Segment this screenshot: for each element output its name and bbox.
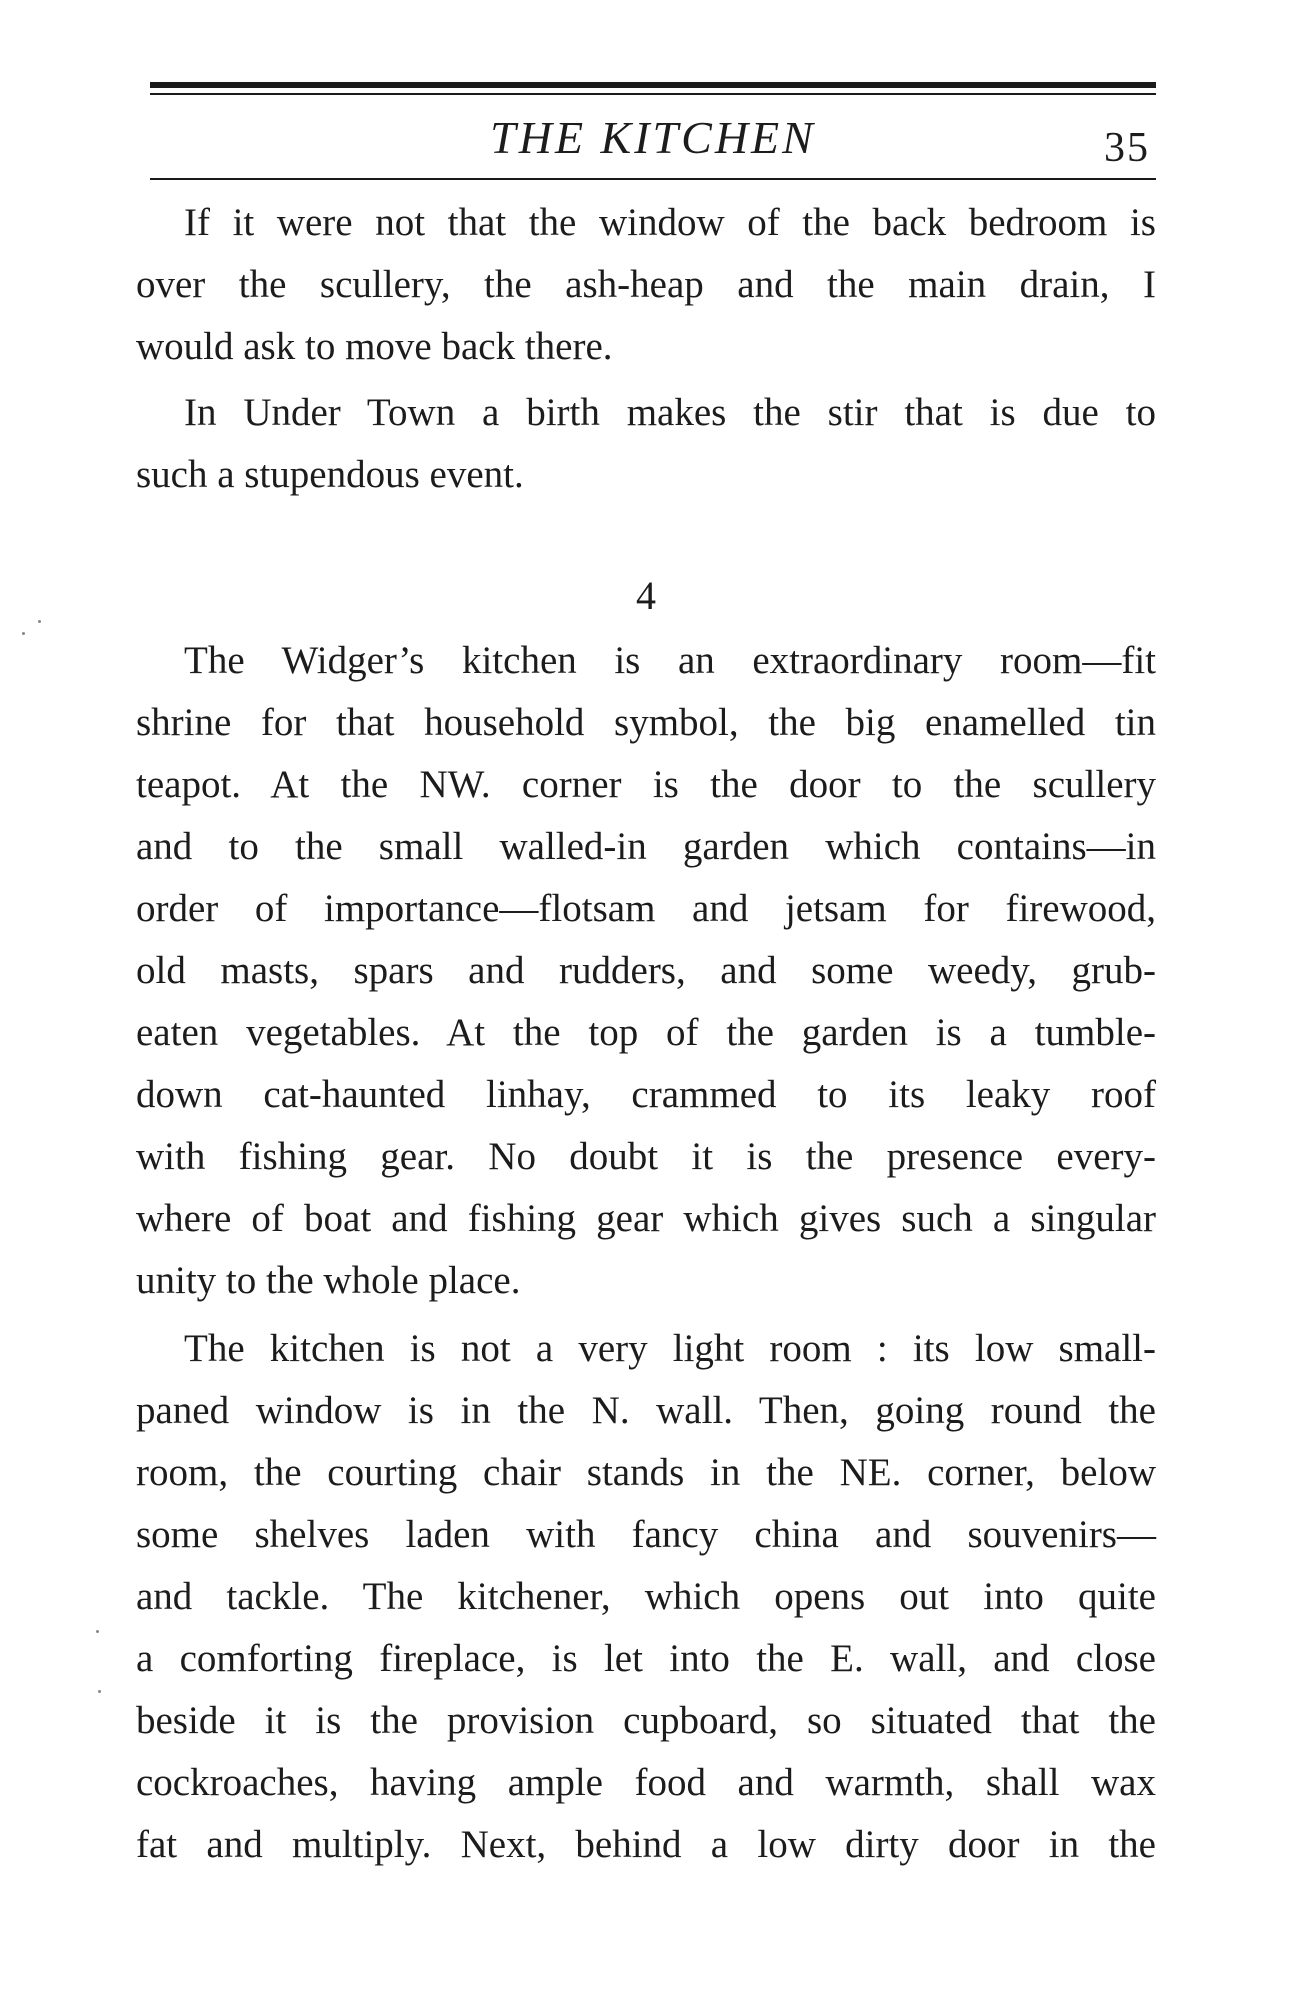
header-rule-thin xyxy=(150,93,1156,95)
running-title: THE KITCHEN xyxy=(490,112,816,163)
text-line: order of importance—flotsam and jetsam for firewood, xyxy=(136,887,1156,930)
text-line: The kitchen is not a very light room : its low small- xyxy=(184,1327,1156,1370)
paragraph-1 xyxy=(136,192,1156,378)
scan-speck xyxy=(22,632,25,635)
text-line: some shelves laden with fancy china and souvenirs— xyxy=(136,1513,1156,1556)
paragraph-3 xyxy=(136,630,1156,1312)
text-line: over the scullery, the ash-heap and the main drain, I xyxy=(136,263,1156,306)
text-line: paned window is in the N. wall. Then, going round the xyxy=(136,1389,1156,1432)
page-number: 35 xyxy=(1104,125,1150,171)
text-line: down cat-haunted linhay, crammed to its leaky roof xyxy=(136,1073,1156,1116)
text-line: where of boat and fishing gear which gives such a singular xyxy=(136,1197,1156,1240)
text-line: a comforting fireplace, is let into the E. wall, and close xyxy=(136,1637,1156,1680)
scan-speck xyxy=(38,620,41,623)
text-line: and to the small walled-in garden which contains—in xyxy=(136,825,1156,868)
text-line: If it were not that the window of the back bedroom is xyxy=(184,201,1156,244)
paragraph-2 xyxy=(136,382,1156,506)
text-line: unity to the whole place. xyxy=(136,1259,521,1302)
text-line: teapot. At the NW. corner is the door to the scullery xyxy=(136,763,1156,806)
running-head xyxy=(150,108,1156,171)
text-line: shrine for that household symbol, the big enamelled tin xyxy=(136,701,1156,744)
text-line: would ask to move back there. xyxy=(136,325,613,368)
text-line: cockroaches, having ample food and warmth, shall wax xyxy=(136,1761,1156,1804)
section-number: 4 xyxy=(636,573,656,618)
text-line: old masts, spars and rudders, and some weedy, grub- xyxy=(136,949,1156,992)
scan-speck xyxy=(96,1630,99,1633)
text-line: such a stupendous event. xyxy=(136,453,524,496)
scan-speck xyxy=(98,1690,101,1693)
text-line: with fishing gear. No doubt it is the presence every- xyxy=(136,1135,1156,1178)
paragraph-4 xyxy=(136,1318,1156,1876)
text-line: The Widger’s kitchen is an extraordinary room—fit xyxy=(184,639,1156,682)
text-line: beside it is the provision cupboard, so situated that the xyxy=(136,1699,1156,1742)
text-line: eaten vegetables. At the top of the garden is a tumble- xyxy=(136,1011,1156,1054)
text-line: room, the courting chair stands in the NE. corner, below xyxy=(136,1451,1156,1494)
text-line: and tackle. The kitchener, which opens out into quite xyxy=(136,1575,1156,1618)
header-rule-bottom xyxy=(150,178,1156,180)
header-rule-thick xyxy=(150,82,1156,88)
text-line: In Under Town a birth makes the stir that is due to xyxy=(184,391,1156,434)
text-line: fat and multiply. Next, behind a low dirty door in the xyxy=(136,1823,1156,1866)
